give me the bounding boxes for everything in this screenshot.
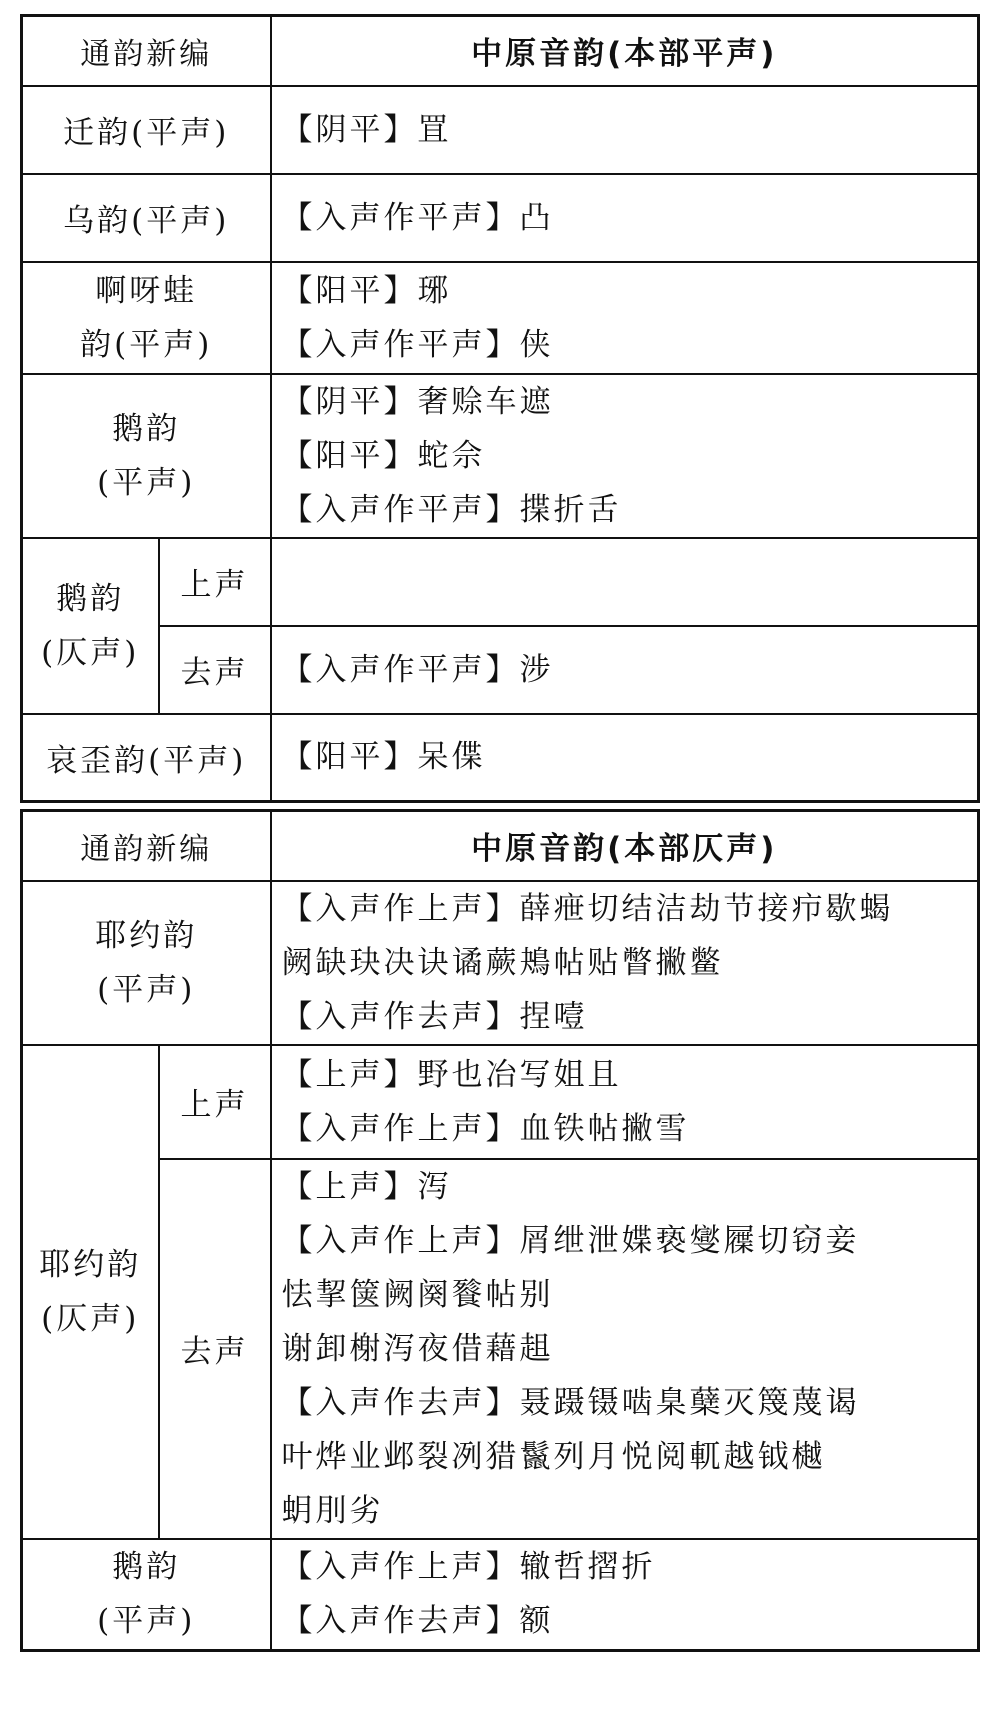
tone-label: 去声 [159,626,271,714]
label-line: 鹅韵 [56,580,125,617]
entry-line: 蚏刖劣 [281,1492,384,1529]
rhyme-label [22,1045,159,1539]
entry-line: 【入声作上声】屑绁泄媟亵燮屧切窃妾 [281,1222,860,1259]
entry-line: 【阳平】呆偞 [281,739,486,776]
table-row [22,262,979,374]
entry-line: 【入声作上声】辙哲摺折 [281,1549,656,1586]
rhyme-label: 哀歪韵(平声) [22,714,271,802]
label-line: (仄声) [41,1300,140,1337]
entry-line: 【入声作平声】侠 [281,326,554,363]
label-line: 啊呀蛙 [95,272,198,309]
label-line: (平声) [97,464,196,501]
entry-line: 【入声作平声】凸 [281,199,554,236]
tone-label: 去声 [159,1159,271,1539]
table-row [22,86,979,174]
tone-label: 上声 [159,538,271,626]
entry-line: 【上声】野也冶写姐且 [281,1056,622,1093]
table-header-row [22,16,979,86]
label-line: 韵(平声) [80,326,213,363]
entry-line: 【入声作上声】血铁帖撇雪 [281,1110,690,1147]
rhyme-comparison-page [20,14,977,1706]
entry-line: 【入声作上声】薛疶切结洁劫节接疖歇蝎 [281,890,894,927]
table-row [22,1159,979,1539]
entry-line: 谢卸榭泻夜借藉趄 [281,1330,554,1367]
rhyme-entries [271,1045,979,1159]
entry-line: 叶烨业邺裂冽猎鬣列月悦阅軏越钺樾 [281,1438,826,1475]
entry-line: 【入声作去声】额 [281,1603,554,1640]
rhyme-entries [271,262,979,374]
label-line: 鹅韵 [112,410,181,447]
table-row [22,374,979,538]
header-right: 中原音韵(本部仄声) [271,811,979,881]
table-row [22,626,979,714]
label-line: (平声) [97,971,196,1008]
table-row [22,1539,979,1651]
table-oblique-tone [20,809,980,1652]
entry-line: 【入声作平声】揲折舌 [281,491,622,528]
entry-line: 【入声作去声】聂蹑镊啮臬蘖灭篾蔑谒 [281,1384,860,1421]
rhyme-label [22,881,271,1045]
entry-line: 【入声作去声】捏噎 [281,998,588,1035]
rhyme-entries [271,1539,979,1651]
entry-line: 【阳平】琊 [281,272,452,309]
rhyme-label: 乌韵(平声) [22,174,271,262]
entry-line: 【阳平】蛇佘 [281,437,486,474]
rhyme-label [22,538,159,714]
rhyme-entries [271,881,979,1045]
rhyme-label: 迁韵(平声) [22,86,271,174]
table-row [22,714,979,802]
entry-line: 【阴平】奢赊车遮 [281,383,554,420]
header-right: 中原音韵(本部平声) [271,16,979,86]
label-line: 耶约韵 [95,917,198,954]
table-level-tone [20,14,980,803]
rhyme-entries [271,626,979,714]
rhyme-entries [271,538,979,626]
entry-line: 【阴平】罝 [281,111,452,148]
entry-line: 【入声作平声】涉 [281,651,554,688]
label-line: (平声) [97,1603,196,1640]
label-line: 鹅韵 [112,1549,181,1586]
rhyme-label [22,1539,271,1651]
entry-line: 怯挈箧阙阕餮帖别 [281,1276,554,1313]
table-row [22,538,979,626]
header-left: 通韵新编 [22,811,271,881]
entry-line: 【上声】泻 [281,1168,452,1205]
table-header-row [22,811,979,881]
rhyme-entries [271,1159,979,1539]
rhyme-entries [271,174,979,262]
rhyme-entries [271,374,979,538]
label-line: 耶约韵 [39,1246,142,1283]
rhyme-label [22,374,271,538]
rhyme-label [22,262,271,374]
table-row [22,881,979,1045]
header-left: 通韵新编 [22,16,271,86]
table-row [22,1045,979,1159]
tone-label: 上声 [159,1045,271,1159]
entry-line: 阙缺玦决诀谲蕨鴂帖贴瞥撇鳖 [281,944,724,981]
table-row [22,174,979,262]
rhyme-entries [271,86,979,174]
label-line: (仄声) [41,634,140,671]
rhyme-entries [271,714,979,802]
